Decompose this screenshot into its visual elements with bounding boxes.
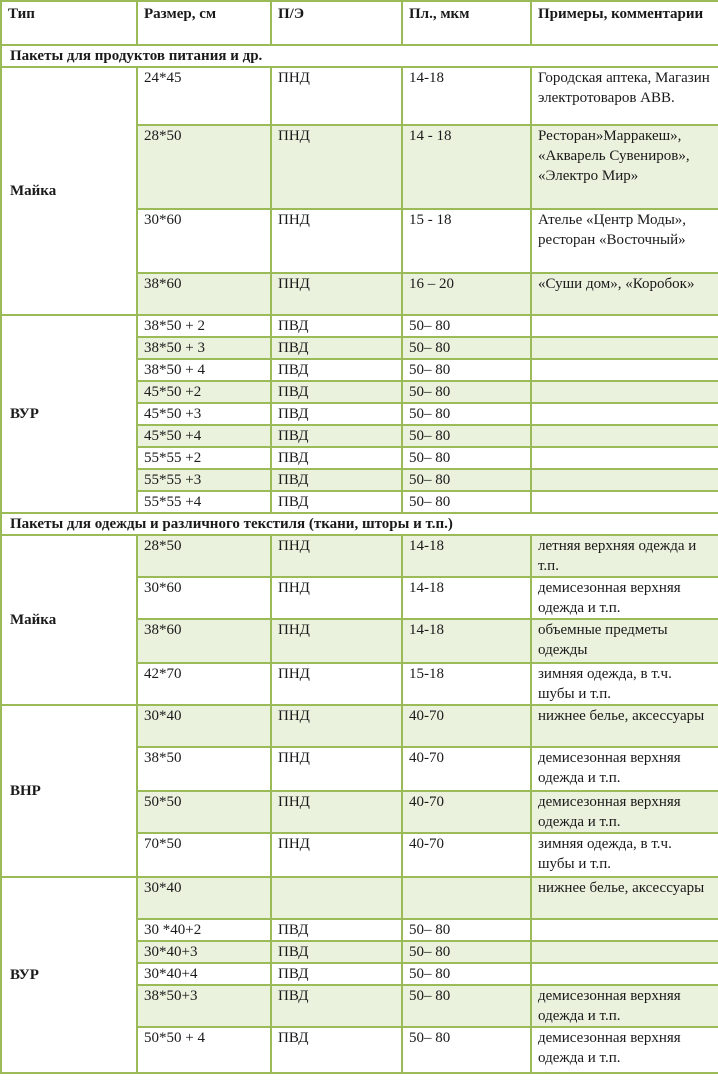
thickness-cell: 14-18 [402, 67, 531, 125]
size-cell: 45*50 +4 [137, 425, 271, 447]
thickness-cell: 50– 80 [402, 985, 531, 1027]
material-cell: ПВД [271, 337, 402, 359]
size-cell: 28*50 [137, 535, 271, 577]
thickness-cell: 50– 80 [402, 963, 531, 985]
thickness-cell: 50– 80 [402, 941, 531, 963]
material-cell: ПВД [271, 447, 402, 469]
thickness-cell: 15 - 18 [402, 209, 531, 273]
size-cell: 30*40+4 [137, 963, 271, 985]
examples-cell [531, 337, 718, 359]
examples-cell [531, 359, 718, 381]
size-cell: 42*70 [137, 663, 271, 705]
material-cell: ПНД [271, 209, 402, 273]
material-cell: ПВД [271, 1027, 402, 1073]
thickness-cell: 50– 80 [402, 469, 531, 491]
material-cell: ПВД [271, 941, 402, 963]
size-cell: 45*50 +2 [137, 381, 271, 403]
thickness-cell: 40-70 [402, 747, 531, 791]
size-cell: 28*50 [137, 125, 271, 209]
examples-cell: нижнее белье, аксессуары [531, 705, 718, 747]
material-cell: ПВД [271, 963, 402, 985]
examples-cell [531, 491, 718, 513]
size-cell: 45*50 +3 [137, 403, 271, 425]
material-cell: ПВД [271, 403, 402, 425]
material-cell: ПНД [271, 747, 402, 791]
table-row [1, 877, 718, 919]
examples-cell: Ателье «Центр Моды», ресторан «Восточный» [531, 209, 718, 273]
thickness-cell: 50– 80 [402, 491, 531, 513]
examples-cell: летняя верхняя одежда и т.п. [531, 535, 718, 577]
examples-cell [531, 381, 718, 403]
examples-cell [531, 403, 718, 425]
examples-cell: демисезонная верхняя одежда и т.п. [531, 1027, 718, 1073]
material-cell: ПВД [271, 425, 402, 447]
size-cell: 38*60 [137, 273, 271, 315]
material-cell: ПВД [271, 919, 402, 941]
size-cell: 55*55 +3 [137, 469, 271, 491]
examples-cell [531, 447, 718, 469]
examples-cell: объемные предметы одежды [531, 619, 718, 663]
size-cell: 24*45 [137, 67, 271, 125]
material-cell: ПНД [271, 619, 402, 663]
table-row [1, 705, 718, 747]
examples-cell [531, 919, 718, 941]
header-examples: Примеры, комментарии [531, 1, 718, 45]
size-cell: 55*55 +2 [137, 447, 271, 469]
size-cell: 30*40 [137, 705, 271, 747]
material-cell: ПВД [271, 491, 402, 513]
size-cell: 70*50 [137, 833, 271, 877]
header-material: П/Э [271, 1, 402, 45]
examples-cell: зимняя одежда, в т.ч. шубы и т.п. [531, 663, 718, 705]
thickness-cell: 40-70 [402, 705, 531, 747]
thickness-cell: 14-18 [402, 577, 531, 619]
table-row [1, 535, 718, 577]
examples-cell: демисезонная верхняя одежда и т.п. [531, 577, 718, 619]
material-cell: ПНД [271, 535, 402, 577]
thickness-cell: 16 – 20 [402, 273, 531, 315]
size-cell: 30*40+3 [137, 941, 271, 963]
size-cell: 30*40 [137, 877, 271, 919]
thickness-cell: 50– 80 [402, 425, 531, 447]
examples-cell: демисезонная верхняя одежда и т.п. [531, 747, 718, 791]
examples-cell: демисезонная верхняя одежда и т.п. [531, 985, 718, 1027]
thickness-cell: 50– 80 [402, 1027, 531, 1073]
material-cell: ПНД [271, 663, 402, 705]
header-size: Размер, см [137, 1, 271, 45]
material-cell: ПНД [271, 577, 402, 619]
size-cell: 55*55 +4 [137, 491, 271, 513]
size-cell: 38*50+3 [137, 985, 271, 1027]
type-cell: ВУР [1, 877, 137, 1073]
thickness-cell: 50– 80 [402, 315, 531, 337]
section-row [1, 45, 718, 67]
section-row [1, 513, 718, 535]
header-type: Тип [1, 1, 137, 45]
section-title: Пакеты для продуктов питания и др. [1, 45, 718, 67]
thickness-cell: 14-18 [402, 619, 531, 663]
thickness-cell: 50– 80 [402, 337, 531, 359]
material-cell: ПНД [271, 791, 402, 833]
examples-cell [531, 963, 718, 985]
size-cell: 38*50 + 4 [137, 359, 271, 381]
examples-cell: зимняя одежда, в т.ч. шубы и т.п. [531, 833, 718, 877]
material-cell: ПВД [271, 315, 402, 337]
size-cell: 38*50 + 2 [137, 315, 271, 337]
type-cell: ВНР [1, 705, 137, 877]
table-body [1, 45, 718, 1073]
size-cell: 30*60 [137, 577, 271, 619]
examples-cell: «Суши дом», «Коробок» [531, 273, 718, 315]
examples-cell: Городская аптека, Магазин электротоваров АВВ. [531, 67, 718, 125]
material-cell: ПВД [271, 985, 402, 1027]
section-title: Пакеты для одежды и различного текстиля (ткани, шторы и т.п.) [1, 513, 718, 535]
thickness-cell: 50– 80 [402, 359, 531, 381]
material-cell: ПНД [271, 273, 402, 315]
examples-cell: Ресторан»Марракеш», «Акварель Сувениров», «Электро Мир» [531, 125, 718, 209]
thickness-cell: 40-70 [402, 791, 531, 833]
thickness-cell: 15-18 [402, 663, 531, 705]
material-cell: ПНД [271, 705, 402, 747]
size-cell: 50*50 + 4 [137, 1027, 271, 1073]
thickness-cell: 50– 80 [402, 447, 531, 469]
size-cell: 30 *40+2 [137, 919, 271, 941]
thickness-cell: 50– 80 [402, 381, 531, 403]
thickness-cell: 50– 80 [402, 919, 531, 941]
size-cell: 38*50 + 3 [137, 337, 271, 359]
material-cell [271, 877, 402, 919]
material-cell: ПНД [271, 67, 402, 125]
examples-cell: нижнее белье, аксессуары [531, 877, 718, 919]
size-cell: 38*50 [137, 747, 271, 791]
type-cell: Майка [1, 67, 137, 315]
size-cell: 30*60 [137, 209, 271, 273]
size-cell: 50*50 [137, 791, 271, 833]
thickness-cell [402, 877, 531, 919]
examples-cell [531, 469, 718, 491]
examples-cell: демисезонная верхняя одежда и т.п. [531, 791, 718, 833]
table-row [1, 315, 718, 337]
material-cell: ПНД [271, 125, 402, 209]
type-cell: ВУР [1, 315, 137, 513]
header-thickness: Пл., мкм [402, 1, 531, 45]
size-cell: 38*60 [137, 619, 271, 663]
examples-cell [531, 315, 718, 337]
thickness-cell: 50– 80 [402, 403, 531, 425]
material-cell: ПВД [271, 381, 402, 403]
table-row [1, 67, 718, 125]
thickness-cell: 14 - 18 [402, 125, 531, 209]
material-cell: ПНД [271, 833, 402, 877]
thickness-cell: 14-18 [402, 535, 531, 577]
thickness-cell: 40-70 [402, 833, 531, 877]
type-cell: Майка [1, 535, 137, 705]
examples-cell [531, 425, 718, 447]
material-cell: ПВД [271, 469, 402, 491]
material-cell: ПВД [271, 359, 402, 381]
examples-cell [531, 941, 718, 963]
header-row [1, 1, 718, 45]
